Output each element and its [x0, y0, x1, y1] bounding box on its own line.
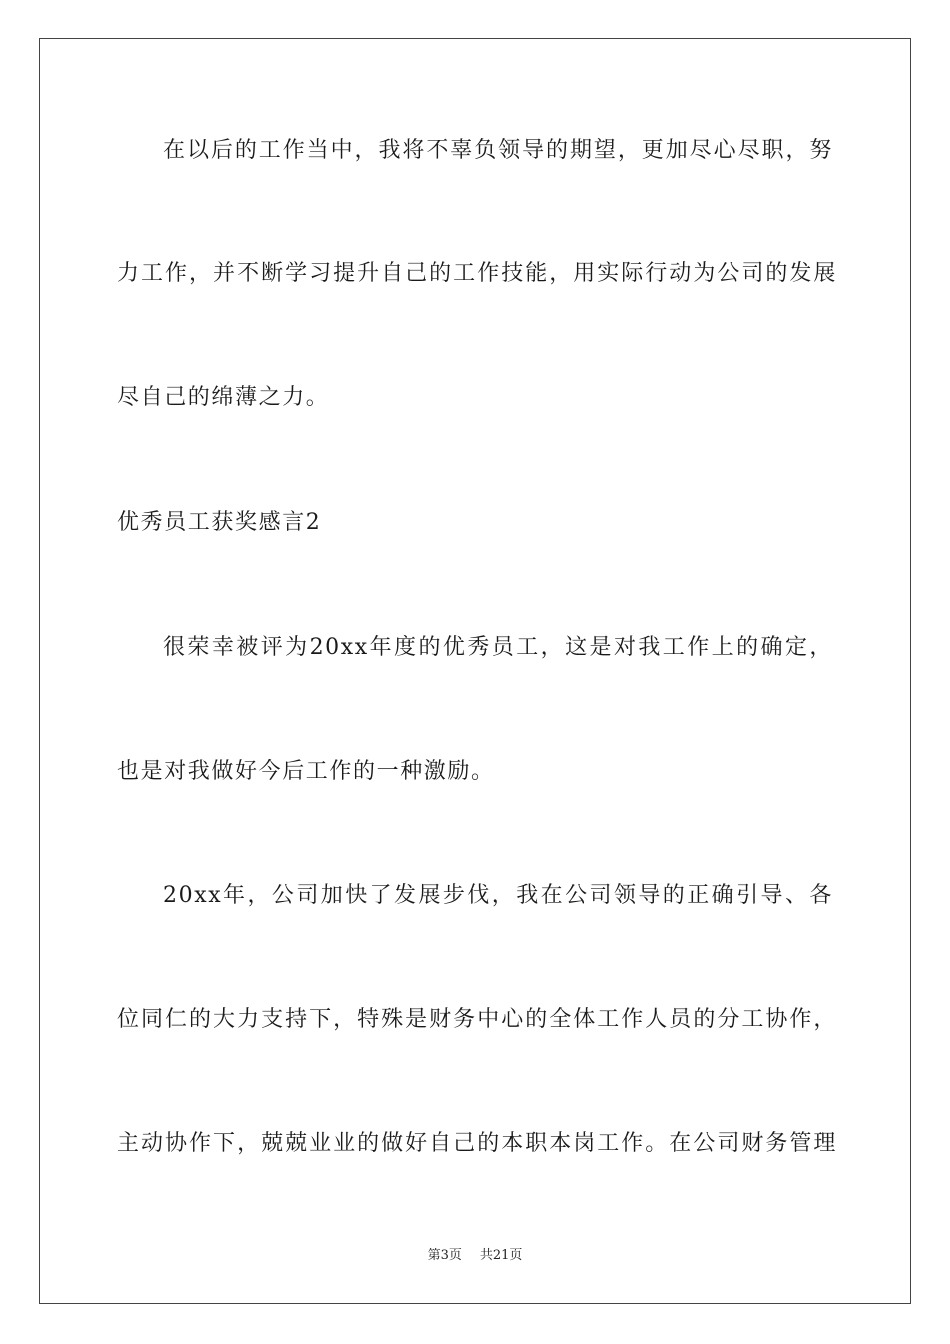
paragraph-1-line-2: 力工作，并不断学习提升自己的工作技能，用实际行动为公司的发展 — [117, 261, 837, 286]
page-frame — [39, 38, 911, 1304]
paragraph-3-line-1: 20xx年，公司加快了发展步伐，我在公司领导的正确引导、各 — [163, 883, 833, 908]
page-number: 第3页 — [427, 1248, 462, 1263]
paragraph-2-line-2: 也是对我做好今后工作的一种激励。 — [117, 759, 495, 784]
page-footer — [0, 1247, 950, 1265]
paragraph-3-line-3: 主动协作下，兢兢业业的做好自己的本职本岗工作。在公司财务管理 — [117, 1131, 837, 1156]
page-total: 共21页 — [479, 1248, 523, 1263]
paragraph-3-line-2: 位同仁的大力支持下，特殊是财务中心的全体工作人员的分工协作， — [117, 1007, 837, 1032]
paragraph-1-line-3: 尽自己的绵薄之力。 — [117, 385, 330, 410]
paragraph-1-line-1: 在以后的工作当中，我将不辜负领导的期望，更加尽心尽职，努 — [163, 138, 833, 163]
section-heading: 优秀员工获奖感言2 — [117, 510, 322, 535]
paragraph-2-line-1: 很荣幸被评为20xx年度的优秀员工，这是对我工作上的确定， — [163, 635, 833, 660]
